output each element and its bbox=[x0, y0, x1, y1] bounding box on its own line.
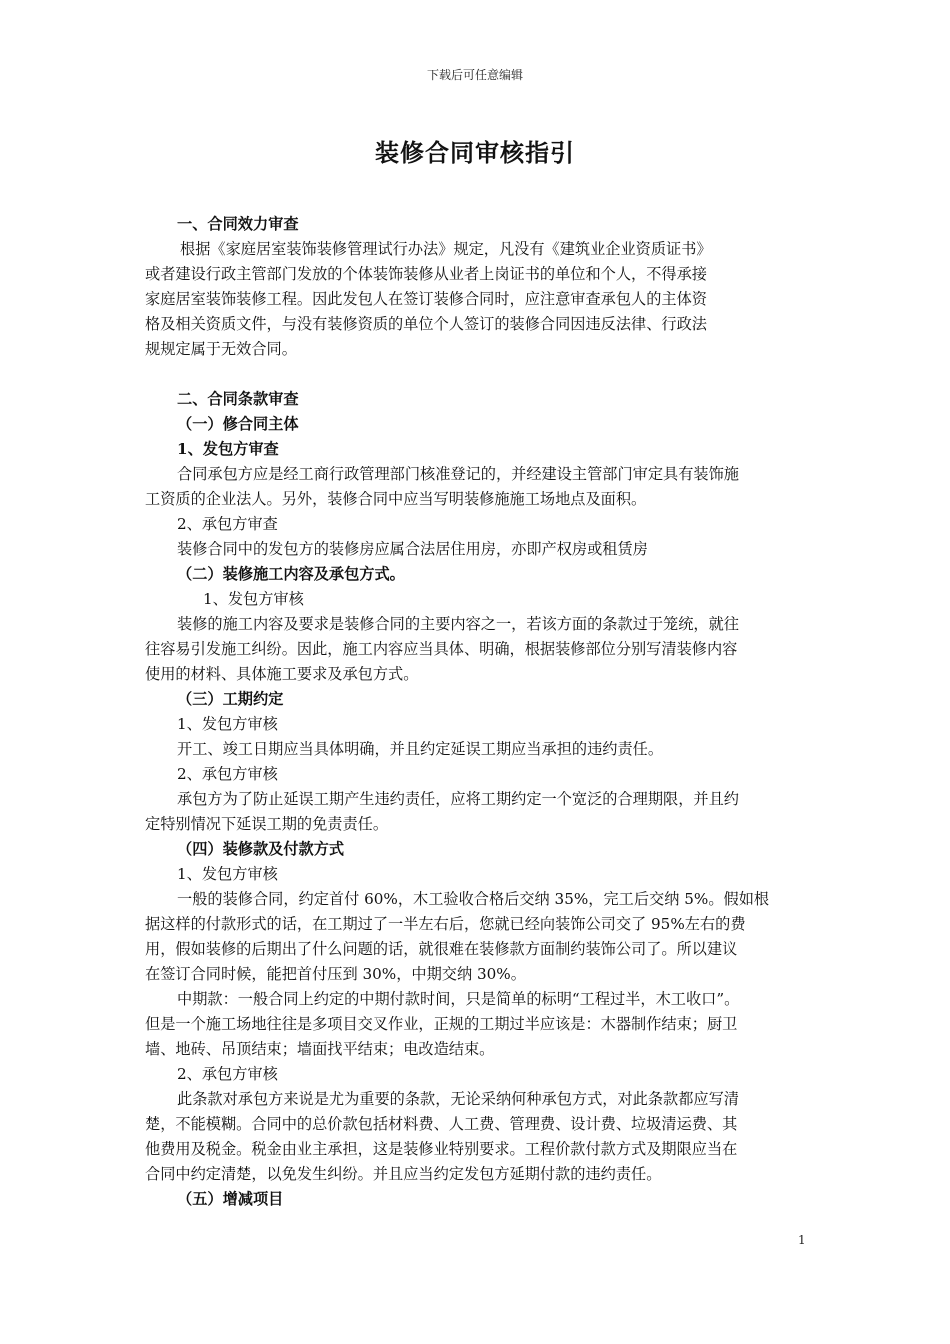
paragraph-line: 但是一个施工场地往往是多项目交叉作业，正规的工期过半应该是：木器制作结束；厨卫 bbox=[145, 1015, 738, 1033]
item-heading: 1、发包方审核 bbox=[203, 590, 304, 608]
paragraph-line: 工资质的企业法人。另外，装修合同中应当写明装修施施工场地点及面积。 bbox=[145, 490, 647, 508]
paragraph-line: 往容易引发施工纠纷。因此，施工内容应当具体、明确，根据装修部位分别写清装修内容 bbox=[145, 640, 738, 658]
paragraph-line: 此条款对承包方来说是尤为重要的条款，无论采纳何种承包方式，对此条款都应写清 bbox=[177, 1090, 739, 1108]
paragraph-line: 规规定属于无效合同。 bbox=[145, 340, 297, 358]
item-heading: 2、承包方审查 bbox=[177, 515, 278, 533]
paragraph-line: 中期款：一般合同上约定的中期付款时间，只是简单的标明“工程过半，木工收口”。 bbox=[177, 990, 740, 1008]
paragraph-line: 定特别情况下延误工期的免责责任。 bbox=[145, 815, 388, 833]
paragraph-line: 家庭居室装饰装修工程。因此发包人在签订装修合同时，应注意审查承包人的主体资 bbox=[145, 290, 707, 308]
subsection-heading: （二）装修施工内容及承包方式。 bbox=[177, 565, 405, 583]
item-heading: 2、承包方审核 bbox=[177, 765, 278, 783]
item-heading: 1、发包方审查 bbox=[177, 440, 279, 458]
subsection-heading: （五）增减项目 bbox=[177, 1190, 284, 1208]
paragraph-line: 合同承包方应是经工商行政管理部门核准登记的，并经建设主管部门审定具有装饰施 bbox=[177, 465, 739, 483]
document-body bbox=[145, 212, 813, 1212]
section-heading: 二、合同条款审查 bbox=[177, 390, 299, 408]
paragraph-line: 装修合同中的发包方的装修房应属合法居住用房，亦即产权房或租赁房 bbox=[177, 540, 648, 558]
item-heading: 1、发包方审核 bbox=[177, 865, 278, 883]
header-note: 下载后可任意编辑 bbox=[426, 68, 523, 82]
paragraph-line: 格及相关资质文件，与没有装修资质的单位个人签订的装修合同因违反法律、行政法 bbox=[145, 315, 707, 333]
page-number: 1 bbox=[798, 1233, 806, 1247]
paragraph-line: 在签订合同时候，能把首付压到 30%，中期交纳 30%。 bbox=[145, 965, 526, 983]
document-title: 装修合同审核指引 bbox=[375, 138, 575, 167]
item-heading: 1、发包方审核 bbox=[177, 715, 278, 733]
subsection-heading: （三）工期约定 bbox=[177, 690, 284, 708]
subsection-heading: （一）修合同主体 bbox=[177, 415, 299, 433]
paragraph-line: 装修的施工内容及要求是装修合同的主要内容之一，若该方面的条款过于笼统，就往 bbox=[177, 615, 739, 633]
paragraph-line: 楚，不能模糊。合同中的总价款包括材料费、人工费、管理费、设计费、垃圾清运费、其 bbox=[145, 1115, 738, 1133]
paragraph-line: 或者建设行政主管部门发放的个体装饰装修从业者上岗证书的单位和个人，不得承接 bbox=[145, 265, 707, 283]
paragraph-line: 墙、地砖、吊顶结束；墙面找平结束；电改造结束。 bbox=[145, 1040, 495, 1058]
paragraph-line: 他费用及税金。税金由业主承担，这是装修业特别要求。工程价款付款方式及期限应当在 bbox=[145, 1140, 738, 1158]
paragraph-line: 开工、竣工日期应当具体明确，并且约定延误工期应当承担的违约责任。 bbox=[177, 740, 663, 758]
paragraph-line: 用，假如装修的后期出了什么问题的话，就很难在装修款方面制约装饰公司了。所以建议 bbox=[145, 940, 738, 958]
paragraph-line: 合同中约定清楚，以免发生纠纷。并且应当约定发包方延期付款的违约责任。 bbox=[145, 1165, 662, 1183]
paragraph-line: 一般的装修合同，约定首付 60%，木工验收合格后交纳 35%，完工后交纳 5%。假如根 bbox=[177, 890, 770, 908]
paragraph-line: 根据《家庭居室装饰装修管理试行办法》规定，凡没有《建筑业企业资质证书》 bbox=[180, 240, 712, 258]
paragraph-line: 使用的材料、具体施工要求及承包方式。 bbox=[145, 665, 419, 683]
paragraph-line: 据这样的付款形式的话，在工期过了一半左右后，您就已经向装饰公司交了 95%左右的费 bbox=[145, 915, 746, 933]
item-heading: 2、承包方审核 bbox=[177, 1065, 278, 1083]
paragraph-line: 承包方为了防止延误工期产生违约责任，应将工期约定一个宽泛的合理期限，并且约 bbox=[177, 790, 739, 808]
subsection-heading: （四）装修款及付款方式 bbox=[177, 840, 345, 858]
section-heading: 一、合同效力审查 bbox=[177, 215, 299, 233]
